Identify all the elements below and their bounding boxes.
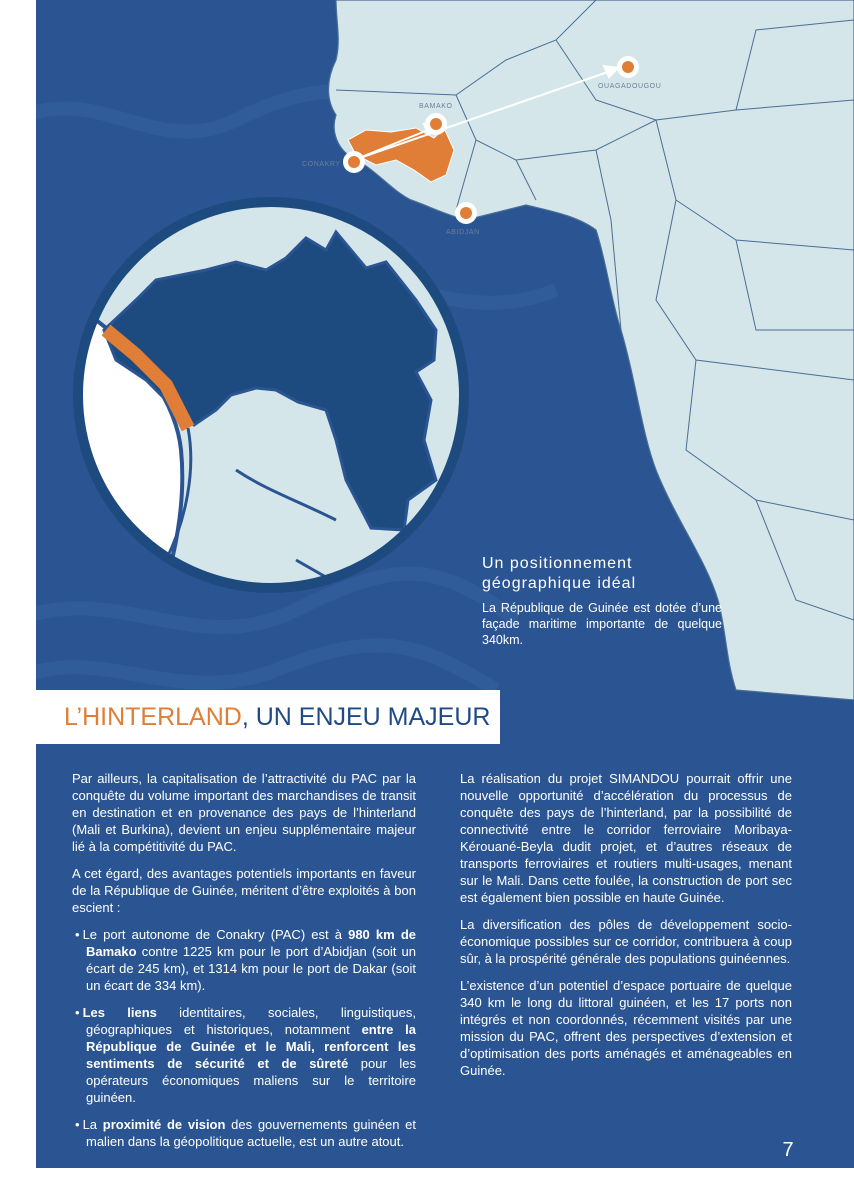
bullet-item-3: • La proximité de vision des gouvernements guinéen et malien dans la géopolitique actuelle, est un autre atout. bbox=[75, 1117, 416, 1149]
positioning-title-line2: géographique idéal bbox=[482, 575, 637, 592]
right-column bbox=[460, 770, 792, 1089]
left-paragraph-2: A cet égard, des avantages potentiels importants en faveur de la République de Guinée, méritent d’être exploités à bon escient : bbox=[72, 866, 416, 915]
svg-text:CONAKRY: CONAKRY bbox=[302, 161, 341, 168]
bullet-item-1: • Le port autonome de Conakry (PAC) est à 980 km de Bamako contre 1225 km pour le port d’Abidjan (soit un écart de 245 km), et 1314 km pour le port de Dakar (soit un écart de 334 km). bbox=[75, 927, 416, 993]
left-paragraph-1: Par ailleurs, la capitalisation de l’attractivité du PAC par la conquête du volume important des marchandises de transit en destination et en provenance des pays de l’hinterland (Mali et Burkina), devient un enjeu supplémentaire majeur lié à la compétitivité du PAC. bbox=[72, 771, 416, 854]
positioning-title bbox=[482, 554, 722, 594]
guinea-zoom-inset bbox=[66, 190, 496, 610]
section-banner bbox=[36, 690, 500, 744]
right-paragraph-3: L’existence d’un potentiel d’espace portuaire de quelque 340 km le long du littoral guinéen, et les 17 ports non intégrés et non coordonnés, récemment visités par une mission du PAC, offrent des perspectives d’extension et d’optimisation des ports aménagés et aménageables en Guinée. bbox=[460, 978, 792, 1078]
svg-text:BAMAKO: BAMAKO bbox=[419, 103, 453, 110]
section-title bbox=[64, 702, 490, 732]
right-paragraph-2: La diversification des pôles de développement socio-économique possibles sur ce corridor, contribuera à coup sûr, à la prospérité générale des populations guinéennes. bbox=[460, 917, 792, 966]
svg-text:ABIDJAN: ABIDJAN bbox=[446, 229, 480, 236]
bullet-item-2: • Les liens identitaires, sociales, linguistiques, géographiques et historiques, notamment entre la République de Guinée et le Mali, renforcent les sentiments de sécurité et de sûreté pour les opérateurs économiques maliens sur le territoire guinéen. bbox=[75, 1005, 416, 1105]
positioning-title-line1: Un positionnement bbox=[482, 555, 633, 572]
section-title-accent: L’HINTERLAND bbox=[64, 703, 242, 731]
section-title-rest: , UN ENJEU MAJEUR bbox=[241, 703, 491, 731]
svg-text:OUAGADOUGOU: OUAGADOUGOU bbox=[598, 83, 662, 90]
left-column bbox=[72, 770, 416, 1160]
positioning-text: La République de Guinée est dotée d’une façade maritime importante de quelque 340km. bbox=[482, 601, 722, 647]
city-marker-conakry bbox=[302, 151, 365, 173]
bullet-icon: • bbox=[75, 1005, 80, 1020]
west-africa-map bbox=[36, 0, 854, 700]
right-paragraph-1: La réalisation du projet SIMANDOU pourrait offrir une nouvelle opportunité d’accélération du processus de conquête des pays de l’hinterland, par la possibilité de connectivité entre le corridor ferroviaire Moribaya-Kérouané-Beyla dudit projet, et d’autres réseaux de transports ferroviaires et routiers multi-usages, menant sur le Mali. Dans cette foulée, la construction de port sec est également bien possible en haute Guinée. bbox=[460, 771, 792, 905]
positioning-caption bbox=[482, 554, 722, 648]
bullet-icon: • bbox=[75, 927, 80, 942]
blue-panel bbox=[36, 0, 854, 1168]
bullet-icon: • bbox=[75, 1117, 80, 1132]
page-number: 7 bbox=[770, 1128, 806, 1168]
